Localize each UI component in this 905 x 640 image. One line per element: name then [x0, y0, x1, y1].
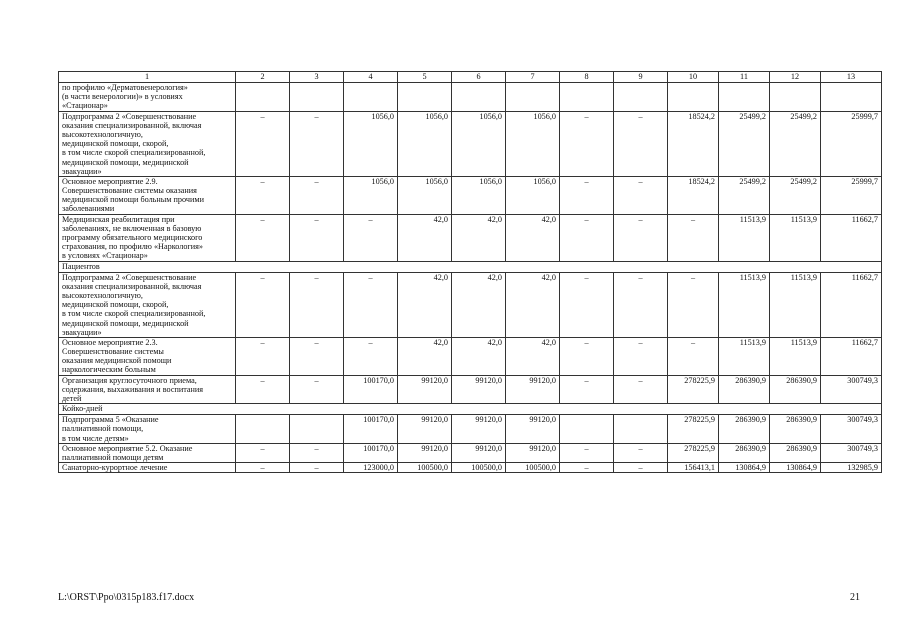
column-number-header: 5 — [398, 72, 452, 83]
row-label: Медицинская реабилитация при заболеваниях, не включенная в базовую программу обязательного медицинского страхования, по профилю «Наркология» в условиях «Стационар» — [59, 214, 236, 261]
value-cell: 286390,9 — [770, 375, 821, 404]
value-cell — [290, 83, 344, 112]
page-number: 21 — [850, 592, 860, 603]
value-cell: 1056,0 — [344, 111, 398, 176]
value-cell: 42,0 — [506, 272, 560, 337]
column-number-header: 12 — [770, 72, 821, 83]
value-cell: – — [236, 176, 290, 214]
row-label: Санаторно-курортное лечение — [59, 463, 236, 473]
value-cell: 286390,9 — [719, 415, 770, 444]
header-row — [59, 72, 882, 83]
value-cell — [770, 83, 821, 112]
value-cell: 278225,9 — [668, 443, 719, 462]
value-cell: – — [290, 463, 344, 473]
column-number-header: 13 — [821, 72, 882, 83]
table-row — [59, 214, 882, 261]
value-cell: 1056,0 — [506, 111, 560, 176]
value-cell — [719, 83, 770, 112]
value-cell: – — [560, 111, 614, 176]
value-cell: 1056,0 — [398, 176, 452, 214]
value-cell: 99120,0 — [506, 443, 560, 462]
value-cell: – — [668, 272, 719, 337]
value-cell: 25999,7 — [821, 111, 882, 176]
row-label: Основное мероприятие 2.3. Совершенствование системы оказания медицинской помощи наркологическим больным — [59, 337, 236, 375]
table-row — [59, 272, 882, 337]
value-cell: – — [560, 176, 614, 214]
value-cell: 300749,3 — [821, 375, 882, 404]
value-cell: – — [236, 337, 290, 375]
value-cell: 25499,2 — [770, 111, 821, 176]
value-cell — [560, 415, 614, 444]
value-cell: – — [614, 443, 668, 462]
value-cell: 99120,0 — [506, 415, 560, 444]
value-cell: 18524,2 — [668, 111, 719, 176]
value-cell: 1056,0 — [452, 176, 506, 214]
row-label: Подпрограмма 5 «Оказание паллиативной помощи, в том числе детям» — [59, 415, 236, 444]
value-cell: 42,0 — [506, 337, 560, 375]
row-label: Подпрограмма 2 «Совершенствование оказания специализированной, включая высокотехнологичную, медицинской помощи, скорой, в том числе скорой специализированной, медицинской помощи, медицинской эвакуации» — [59, 272, 236, 337]
value-cell: – — [614, 375, 668, 404]
value-cell: – — [614, 176, 668, 214]
column-number-header: 3 — [290, 72, 344, 83]
value-cell: – — [668, 214, 719, 261]
column-number-header: 4 — [344, 72, 398, 83]
row-label: Основное мероприятие 2.9. Совершенствование системы оказания медицинской помощи больным прочими заболеваниями — [59, 176, 236, 214]
section-label: Койко-дней — [59, 404, 882, 415]
section-row — [59, 261, 882, 272]
value-cell: 42,0 — [398, 214, 452, 261]
value-cell: 100500,0 — [398, 463, 452, 473]
value-cell: 100500,0 — [506, 463, 560, 473]
value-cell: 286390,9 — [770, 415, 821, 444]
value-cell: 42,0 — [452, 337, 506, 375]
value-cell — [614, 83, 668, 112]
value-cell — [290, 415, 344, 444]
value-cell: 300749,3 — [821, 443, 882, 462]
value-cell — [506, 83, 560, 112]
value-cell: – — [560, 463, 614, 473]
table-row — [59, 337, 882, 375]
value-cell: – — [668, 337, 719, 375]
value-cell: – — [290, 111, 344, 176]
value-cell: – — [236, 214, 290, 261]
column-number-header: 7 — [506, 72, 560, 83]
value-cell: 99120,0 — [452, 375, 506, 404]
value-cell: 300749,3 — [821, 415, 882, 444]
value-cell: 42,0 — [398, 272, 452, 337]
section-label: Пациентов — [59, 261, 882, 272]
column-number-header: 8 — [560, 72, 614, 83]
value-cell: 99120,0 — [398, 443, 452, 462]
row-label: по профилю «Дерматовенерология» (в части венерологии)» в условиях «Стационар» — [59, 83, 236, 112]
value-cell: – — [236, 463, 290, 473]
value-cell — [398, 83, 452, 112]
value-cell: 11513,9 — [770, 214, 821, 261]
value-cell: 99120,0 — [398, 415, 452, 444]
value-cell: 42,0 — [452, 214, 506, 261]
value-cell: 11513,9 — [719, 337, 770, 375]
table-row — [59, 463, 882, 473]
value-cell: – — [236, 111, 290, 176]
value-cell: 11662,7 — [821, 337, 882, 375]
table-row — [59, 83, 882, 112]
value-cell: 11513,9 — [719, 272, 770, 337]
table-row — [59, 375, 882, 404]
value-cell: 156413,1 — [668, 463, 719, 473]
value-cell: – — [290, 176, 344, 214]
value-cell: 25499,2 — [719, 111, 770, 176]
value-cell: 99120,0 — [452, 443, 506, 462]
value-cell: – — [560, 214, 614, 261]
value-cell: 11513,9 — [770, 272, 821, 337]
column-number-header: 9 — [614, 72, 668, 83]
value-cell: – — [560, 272, 614, 337]
value-cell — [614, 415, 668, 444]
value-cell: – — [614, 272, 668, 337]
value-cell: 132985,9 — [821, 463, 882, 473]
value-cell: – — [614, 111, 668, 176]
value-cell: 11513,9 — [719, 214, 770, 261]
value-cell: – — [290, 443, 344, 462]
value-cell: 99120,0 — [452, 415, 506, 444]
value-cell: 11662,7 — [821, 272, 882, 337]
value-cell: – — [560, 337, 614, 375]
value-cell: 100500,0 — [452, 463, 506, 473]
value-cell: 1056,0 — [506, 176, 560, 214]
value-cell — [452, 83, 506, 112]
table-row — [59, 176, 882, 214]
table-row — [59, 111, 882, 176]
value-cell: 25499,2 — [719, 176, 770, 214]
value-cell — [236, 415, 290, 444]
value-cell: 278225,9 — [668, 415, 719, 444]
column-number-header: 10 — [668, 72, 719, 83]
value-cell: 130864,9 — [719, 463, 770, 473]
section-row — [59, 404, 882, 415]
value-cell: – — [560, 375, 614, 404]
value-cell: 11662,7 — [821, 214, 882, 261]
value-cell: – — [614, 214, 668, 261]
column-number-header: 6 — [452, 72, 506, 83]
value-cell: – — [344, 272, 398, 337]
value-cell: 100170,0 — [344, 415, 398, 444]
value-cell: 1056,0 — [452, 111, 506, 176]
column-number-header: 2 — [236, 72, 290, 83]
table-row — [59, 415, 882, 444]
value-cell: – — [290, 375, 344, 404]
value-cell: 18524,2 — [668, 176, 719, 214]
row-label: Основное мероприятие 5.2. Оказание паллиативной помощи детям — [59, 443, 236, 462]
value-cell: – — [236, 272, 290, 337]
column-number-header: 11 — [719, 72, 770, 83]
value-cell: 286390,9 — [719, 375, 770, 404]
footer-file-path: L:\ORST\Ppo\0315p183.f17.docx — [58, 592, 195, 603]
value-cell: – — [614, 337, 668, 375]
value-cell: – — [290, 272, 344, 337]
value-cell: 25999,7 — [821, 176, 882, 214]
value-cell — [821, 83, 882, 112]
row-label: Организация круглосуточного приема, содержания, выхаживания и воспитания детей — [59, 375, 236, 404]
value-cell: 286390,9 — [719, 443, 770, 462]
value-cell: 42,0 — [506, 214, 560, 261]
row-label: Подпрограмма 2 «Совершенствование оказания специализированной, включая высокотехнологичную, медицинской помощи, скорой, в том числе скорой специализированной, медицинской помощи, медицинской эвакуации» — [59, 111, 236, 176]
value-cell: 42,0 — [398, 337, 452, 375]
value-cell: – — [560, 443, 614, 462]
value-cell: – — [344, 337, 398, 375]
value-cell: 100170,0 — [344, 443, 398, 462]
value-cell — [560, 83, 614, 112]
value-cell: 130864,9 — [770, 463, 821, 473]
value-cell: – — [290, 337, 344, 375]
value-cell: 99120,0 — [398, 375, 452, 404]
value-cell: 123000,0 — [344, 463, 398, 473]
value-cell: 100170,0 — [344, 375, 398, 404]
value-cell: – — [290, 214, 344, 261]
value-cell: 1056,0 — [344, 176, 398, 214]
value-cell — [236, 83, 290, 112]
value-cell: – — [236, 443, 290, 462]
value-cell: 42,0 — [452, 272, 506, 337]
value-cell: 278225,9 — [668, 375, 719, 404]
value-cell: 25499,2 — [770, 176, 821, 214]
value-cell: – — [614, 463, 668, 473]
value-cell — [668, 83, 719, 112]
value-cell: 11513,9 — [770, 337, 821, 375]
value-cell: – — [236, 375, 290, 404]
value-cell: 1056,0 — [398, 111, 452, 176]
data-table — [58, 71, 882, 473]
value-cell: – — [344, 214, 398, 261]
value-cell: 286390,9 — [770, 443, 821, 462]
value-cell — [344, 83, 398, 112]
column-number-header: 1 — [59, 72, 236, 83]
table-row — [59, 443, 882, 462]
value-cell: 99120,0 — [506, 375, 560, 404]
